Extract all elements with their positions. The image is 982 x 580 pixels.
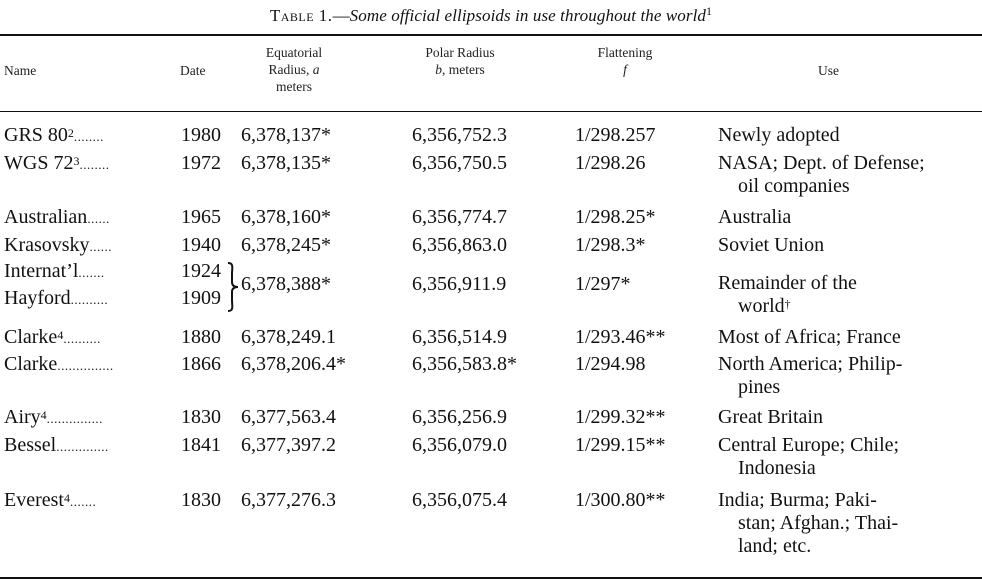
row-date: 1830 (181, 406, 221, 428)
header-name: Name (4, 63, 37, 78)
row-flattening: 1/299.32** (575, 406, 666, 428)
row-name: Krasovsky...... (4, 234, 113, 256)
row-equatorial: 6,378,206.4* (241, 353, 346, 375)
row-polar: 6,356,752.3 (412, 124, 507, 146)
row-polar: 6,356,075.4 (412, 489, 507, 511)
row-polar: 6,356,750.5 (412, 152, 507, 174)
row-equatorial: 6,378,388* (241, 273, 331, 295)
row-equatorial: 6,378,160* (241, 206, 331, 228)
row-name: Clarke$^4$.......... (4, 326, 101, 348)
header-equatorial-line3: meters (276, 79, 312, 94)
header-date: Date (180, 63, 206, 78)
row-date: 1972 (181, 152, 221, 174)
row-equatorial: 6,377,563.4 (241, 406, 336, 428)
row-equatorial: 6,378,249.1 (241, 326, 336, 348)
header-polar-line2 (400, 61, 520, 78)
table-label: Table 1. (269, 6, 333, 25)
header-equatorial-line2 (238, 61, 350, 78)
row-polar: 6,356,079.0 (412, 434, 507, 456)
header-equatorial-var: a (312, 62, 320, 77)
table-title: Some official ellipsoids in use throughout the world (349, 6, 707, 25)
row-name: WGS $72^3$........ (4, 152, 110, 174)
header-equatorial-line1: Equatorial (265, 45, 323, 60)
row-polar: 6,356,774.7 (412, 206, 507, 228)
brace-icon (226, 262, 240, 312)
row-flattening: 1/298.26 (575, 152, 646, 174)
row-name: Clarke............... (4, 353, 114, 375)
row-polar: 6,356,911.9 (412, 273, 507, 295)
row-date: 1880 (181, 326, 221, 348)
header-rule (0, 111, 982, 112)
header-flattening-line2 (570, 61, 680, 78)
header-flattening-line1: Flattening (597, 45, 653, 60)
row-name: Everest$^4$....... (4, 489, 97, 511)
row-use: Great Britain (718, 406, 823, 428)
row-use: Newly adopted (718, 124, 840, 146)
header-polar-text: , meters (442, 62, 485, 77)
header-flattening (570, 44, 680, 78)
header-flattening-var: f (623, 62, 627, 77)
bottom-rule (0, 577, 982, 579)
row-use: Central Europe; Chile; Indonesia (718, 434, 900, 479)
row-name: Australian...... (4, 206, 110, 228)
row-date: 1965 (181, 206, 221, 228)
header-equatorial-text: Radius, (268, 62, 313, 77)
row-polar: 6,356,514.9 (412, 326, 507, 348)
row-flattening: 1/298.25* (575, 206, 656, 228)
row-use: Soviet Union (718, 234, 825, 256)
row-name: Internat’l....... (4, 260, 105, 282)
row-use: Remainder of the world† (718, 272, 857, 317)
row-equatorial: 6,377,276.3 (241, 489, 336, 511)
row-flattening: 1/297* (575, 273, 631, 295)
row-flattening: 1/299.15** (575, 434, 666, 456)
row-equatorial: 6,378,137* (241, 124, 331, 146)
row-polar: 6,356,863.0 (412, 234, 507, 256)
row-flattening: 1/293.46** (575, 326, 666, 348)
top-rule (0, 34, 982, 36)
row-name: Airy$^4$............... (4, 406, 103, 428)
header-polar (400, 44, 520, 78)
caption-footnote-ref: 1 (706, 4, 713, 18)
header-polar-line1: Polar Radius (425, 45, 495, 60)
header-use: Use (818, 63, 839, 78)
row-use: Most of Africa; France (718, 326, 901, 348)
row-date: 1909 (181, 287, 221, 309)
row-date: 1866 (181, 353, 221, 375)
row-flattening: 1/298.257 (575, 124, 656, 146)
row-equatorial: 6,377,397.2 (241, 434, 336, 456)
row-date: 1980 (181, 124, 221, 146)
row-equatorial: 6,378,135* (241, 152, 331, 174)
header-equatorial (238, 44, 350, 95)
row-polar: 6,356,583.8* (412, 353, 517, 375)
table-caption (0, 6, 982, 26)
row-flattening: 1/300.80** (575, 489, 666, 511)
row-date: 1924 (181, 260, 221, 282)
row-polar: 6,356,256.9 (412, 406, 507, 428)
row-date: 1830 (181, 489, 221, 511)
header-polar-var: b (435, 62, 442, 77)
row-use: Australia (718, 206, 792, 228)
row-date: 1940 (181, 234, 221, 256)
row-equatorial: 6,378,245* (241, 234, 331, 256)
row-name: Hayford.......... (4, 287, 109, 309)
row-flattening: 1/294.98 (575, 353, 646, 375)
row-flattening: 1/298.3* (575, 234, 646, 256)
row-use: India; Burma; Paki- stan; Afghan.; Thai- land; etc. (718, 489, 899, 557)
row-date: 1841 (181, 434, 221, 456)
caption-dash: — (332, 6, 350, 25)
row-name: GRS $80^2$........ (4, 124, 104, 146)
row-name: Bessel.............. (4, 434, 109, 456)
row-use: North America; Philip- pines (718, 353, 903, 398)
row-use: NASA; Dept. of Defense; oil companies (718, 152, 925, 197)
